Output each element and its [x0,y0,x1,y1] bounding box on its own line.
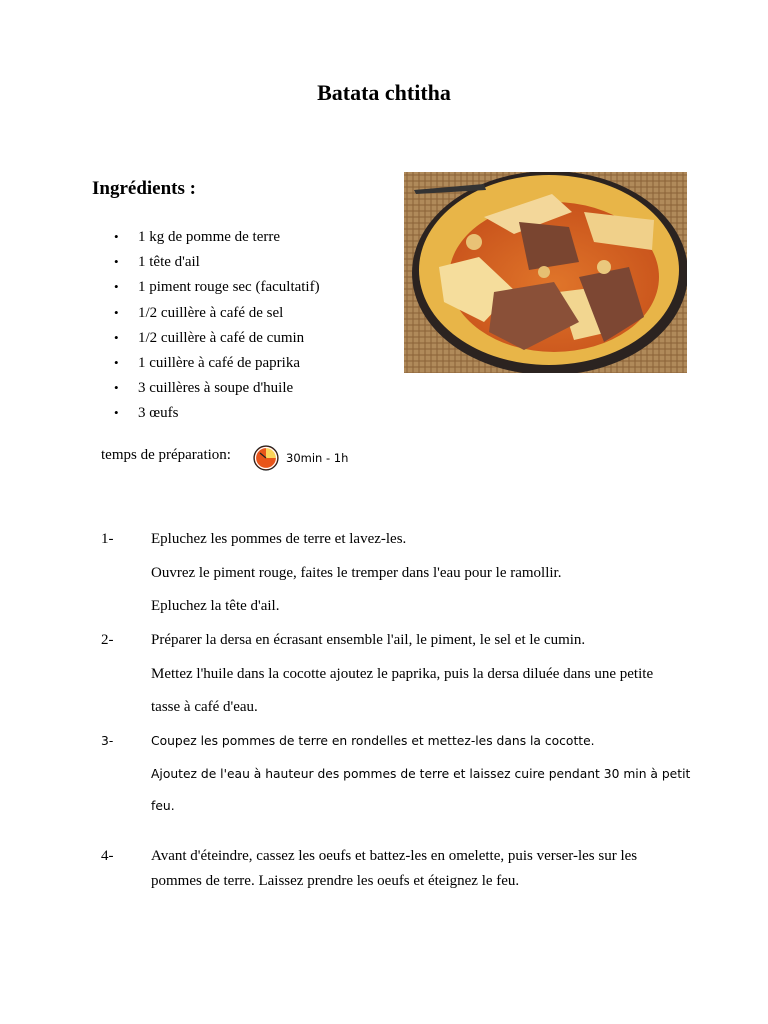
step-text: Ajoutez de l'eau à hauteur des pommes de terre et laissez cuire pendant 30 min à petit [151,767,691,781]
bullet-icon: • [114,229,119,244]
step-text: pommes de terre. Laissez prendre les oeufs et éteignez le feu. [151,873,520,889]
bullet-icon: • [114,329,119,345]
bullet-icon: • [114,279,119,295]
prep-time-value: 30min - 1h [286,451,349,465]
step-text: Préparer la dersa en écrasant ensemble l'ail, le piment, le sel et le cumin. [151,632,586,648]
step-number: 2- [101,632,114,648]
step-text: Avant d'éteindre, cassez les oeufs et battez-les en omelette, puis verser-les sur les [151,848,638,864]
step-number: 3- [101,734,114,748]
list-item: • 1/2 cuillère à café de cumin [114,329,305,346]
list-item: • 3 cuillères à soupe d'huile [114,380,294,397]
list-item: • 3 œufs [114,405,179,422]
page-title: Batata chtitha [317,80,451,105]
step-text: Ouvrez le piment rouge, faites le tremper dans l'eau pour le ramollir. [151,565,562,581]
step-number: 1- [101,531,114,547]
step-number: 4- [101,848,114,864]
list-item: • 1 tête d'ail [114,254,200,271]
step-text: Epluchez la tête d'ail. [151,598,280,614]
bullet-icon: • [114,304,119,320]
step-text: feu. [151,799,175,813]
list-item: • 1 kg de pomme de terre [114,229,281,245]
list-item: • 1 cuillère à café de paprika [114,354,300,371]
bullet-icon: • [114,254,119,270]
step-text: Coupez les pommes de terre en rondelles et mettez-les dans la cocotte. [151,734,595,748]
prep-time-label: temps de préparation: [101,447,231,463]
list-item: • 1 piment rouge sec (facultatif) [114,279,320,296]
bullet-icon: • [114,405,119,421]
timer-icon [253,445,279,471]
step-text: Epluchez les pommes de terre et lavez-les. [151,531,407,547]
bullet-icon: • [114,354,119,370]
ingredients-heading: Ingrédients : [92,178,196,199]
step-text: tasse à café d'eau. [151,699,258,715]
step-text: Mettez l'huile dans la cocotte ajoutez le paprika, puis la dersa diluée dans une petite [151,666,654,682]
dish-photo [404,172,687,373]
list-item: • 1/2 cuillère à café de sel [114,304,284,321]
bullet-icon: • [114,380,119,396]
ingredients-list [114,228,320,430]
